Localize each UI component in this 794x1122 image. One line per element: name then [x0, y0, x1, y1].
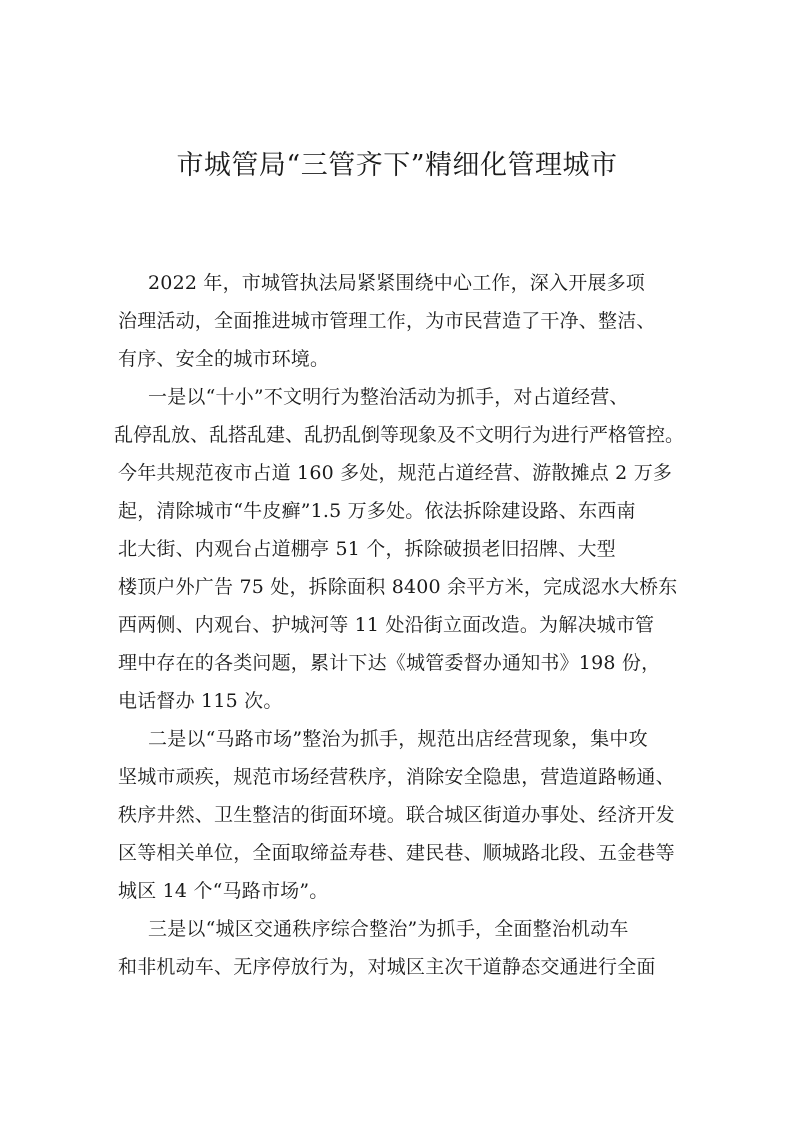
- paragraph-line: 区等相关单位，全面取缔益寿巷、建民巷、顺城路北段、五金巷等: [118, 842, 675, 864]
- document-body: [114, 264, 738, 986]
- document-title: 市城管局“三管齐下”精细化管理城市: [176, 150, 618, 181]
- paragraph-line: 一是以“十小”不文明行为整治活动为抓手，对占道经营、: [148, 386, 629, 408]
- paragraph-line: 和非机动车、无序停放行为，对城区主次干道静态交通进行全面: [118, 956, 656, 978]
- paragraph-line: 三是以“城区交通秩序综合整治”为抓手，全面整治机动车: [148, 918, 629, 940]
- paragraph-line: 二是以“马路市场”整治为抓手，规范出店经营现象，集中攻: [148, 728, 648, 750]
- paragraph-line: 电话督办 115 次。: [118, 690, 283, 712]
- paragraph-line: 起，清除城市“牛皮癣”1.5 万多处。依法拆除建设路、东西南: [118, 500, 636, 522]
- paragraph-line: 今年共规范夜市占道 160 多处，规范占道经营、游散摊点 2 万多: [118, 462, 673, 484]
- paragraph-line: 楼顶户外广告 75 处，拆除面积 8400 余平方米，完成涊水大桥东: [118, 576, 678, 598]
- paragraph-line: 北大街、内观台占道棚亭 51 个，拆除破损老旧招牌、大型: [118, 538, 616, 560]
- paragraph-line: 治理活动，全面推进城市管理工作，为市民营造了干净、整洁、: [118, 310, 656, 332]
- paragraph-line: 秩序井然、卫生整洁的街面环境。联合城区街道办事处、经济开发: [118, 804, 675, 826]
- paragraph-line: 城区 14 个“马路市场”。: [118, 880, 329, 902]
- paragraph-line: 有序、安全的城市环境。: [118, 348, 330, 370]
- paragraph-line: 理中存在的各类问题，累计下达《城管委督办通知书》198 份，: [118, 652, 661, 674]
- paragraph-line: 坚城市顽疾，规范市场经营秩序，消除安全隐患，营造道路畅通、: [118, 766, 675, 788]
- paragraph-line: 乱停乱放、乱搭乱建、乱扔乱倒等现象及不文明行为进行严格管控。: [114, 424, 685, 446]
- paragraph-line: 西两侧、内观台、护城河等 11 处沿街立面改造。为解决城市管: [118, 614, 655, 636]
- paragraph-line: 2022 年，市城管执法局紧紧围绕中心工作，深入开展多项: [148, 272, 645, 294]
